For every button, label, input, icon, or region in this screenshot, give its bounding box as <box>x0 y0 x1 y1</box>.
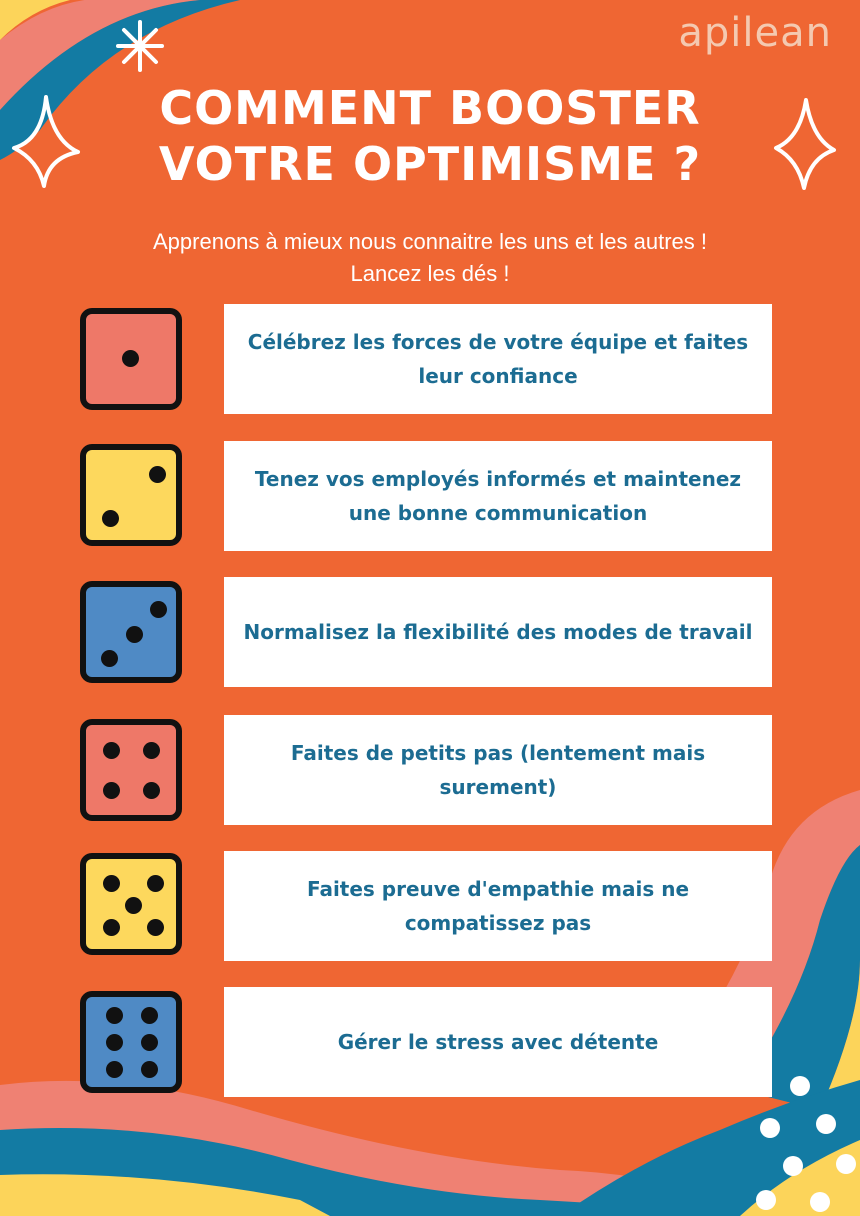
dice-pip <box>122 350 139 367</box>
dice-pip <box>147 875 164 892</box>
dice-4-icon <box>80 719 182 821</box>
dice-5-icon <box>80 853 182 955</box>
tip-text: Faites preuve d'empathie mais ne compatissez pas <box>306 877 690 935</box>
dice-pip <box>126 626 143 643</box>
title-line-2: VOTRE OPTIMISME ? <box>158 137 702 191</box>
tip-card-2 <box>224 441 772 551</box>
brand-logo: apilean <box>678 10 832 56</box>
tip-card-3 <box>224 577 772 687</box>
dice-pip <box>103 782 120 799</box>
dice-pip <box>141 1007 158 1024</box>
dice-1-icon <box>80 308 182 410</box>
dice-pip <box>141 1034 158 1051</box>
dice-pip <box>101 650 118 667</box>
tip-card-4 <box>224 715 772 825</box>
dice-pip <box>103 919 120 936</box>
dice-pip <box>141 1061 158 1078</box>
tip-text: Tenez vos employés informés et maintenez une bonne communication <box>254 467 742 525</box>
subtitle-line-1: Apprenons à mieux nous connaitre les uns et les autres ! <box>153 229 707 254</box>
dice-pip <box>143 742 160 759</box>
poster-subtitle <box>0 226 860 290</box>
dice-2-icon <box>80 444 182 546</box>
dice-6-icon <box>80 991 182 1093</box>
dice-pip <box>125 897 142 914</box>
tip-text: Normalisez la flexibilité des modes de travail <box>243 620 753 644</box>
dice-pip <box>106 1034 123 1051</box>
tip-text: Gérer le stress avec détente <box>337 1030 659 1054</box>
tip-text: Célébrez les forces de votre équipe et faites leur confiance <box>247 330 749 388</box>
tip-card-5 <box>224 851 772 961</box>
tip-card-6 <box>224 987 772 1097</box>
dice-3-icon <box>80 581 182 683</box>
dice-pip <box>106 1007 123 1024</box>
tip-text: Faites de petits pas (lentement mais surement) <box>290 741 706 799</box>
dice-pip <box>102 510 119 527</box>
poster-title <box>0 80 860 192</box>
dice-pip <box>147 919 164 936</box>
dice-pip <box>143 782 160 799</box>
tip-card-1 <box>224 304 772 414</box>
dice-pip <box>103 875 120 892</box>
subtitle-line-2: Lancez les dés ! <box>350 261 510 286</box>
dice-pip <box>103 742 120 759</box>
dice-pip <box>149 466 166 483</box>
asterisk-icon <box>118 22 162 70</box>
dice-pip <box>150 601 167 618</box>
title-line-1: COMMENT BOOSTER <box>159 81 701 135</box>
dice-pip <box>106 1061 123 1078</box>
